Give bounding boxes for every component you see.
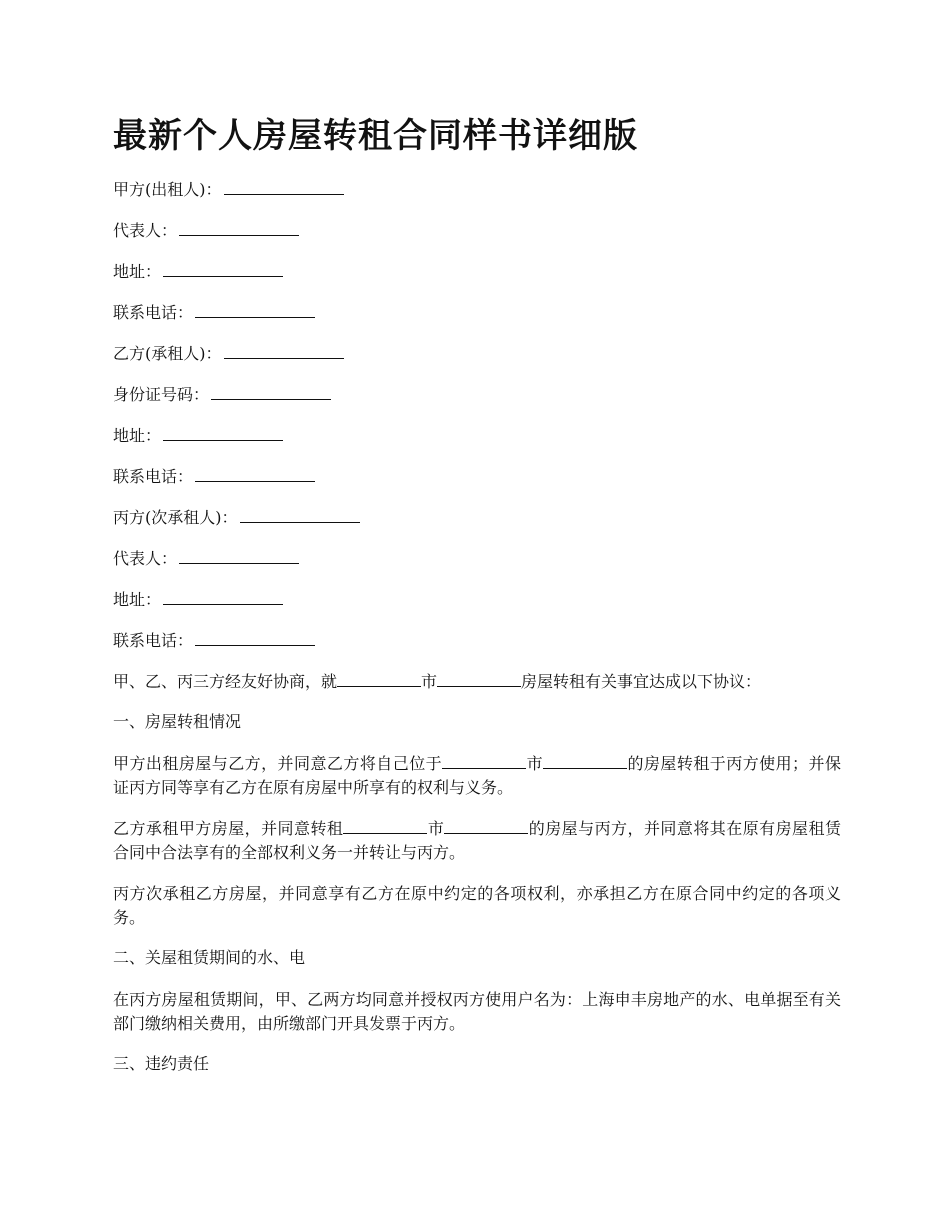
- party-b-name-field: [113, 342, 841, 364]
- fill-blank: [195, 465, 315, 482]
- field-label: 乙方(承租人)：: [113, 344, 222, 363]
- fill-blank: [163, 588, 283, 605]
- party-a-name-field: [113, 178, 841, 200]
- field-label: 地址：: [113, 590, 162, 609]
- fill-blank: [442, 752, 526, 769]
- field-label: 地址：: [113, 426, 162, 445]
- fill-blank: [224, 178, 344, 195]
- fill-blank: [211, 383, 331, 400]
- intro-text-2: 市: [421, 672, 438, 691]
- section-1-paragraph-3: 丙方次承租乙方房屋，并同意享有乙方在原中约定的各项权利，亦承担乙方在原合同中约定的各项义务。: [113, 884, 841, 927]
- paragraph-text-3: 的房屋与丙方，并同意将其在原有房屋租赁合同中合法享有的全部权利义务一并转让与丙方。: [113, 819, 841, 862]
- section-1-heading: 一、房屋转租情况: [113, 712, 242, 731]
- field-label: 丙方(次承租人)：: [113, 508, 238, 527]
- fill-blank: [240, 506, 360, 523]
- fill-blank: [543, 752, 627, 769]
- intro-text-3: 房屋转租有关事宜达成以下协议：: [521, 672, 762, 691]
- fill-blank: [163, 424, 283, 441]
- paragraph-text-2: 市: [427, 819, 445, 838]
- fill-blank: [444, 817, 528, 834]
- paragraph-text-2: 市: [526, 754, 544, 773]
- party-c-name-field: [113, 506, 841, 528]
- party-c-address-field: [113, 588, 841, 610]
- field-label: 联系电话：: [113, 303, 194, 322]
- paragraph-text-1: 甲方出租房屋与乙方，并同意乙方将自己位于: [113, 754, 443, 773]
- paragraph-text-3: 的房屋转租于丙方使用；并保证丙方同等享有乙方在原有房屋中所享有的权利与义务。: [113, 754, 841, 797]
- section-1-paragraph-2: [113, 817, 841, 865]
- party-c-representative-field: [113, 547, 841, 569]
- party-b-id-field: [113, 383, 841, 405]
- document-title: 最新个人房屋转租合同样书详细版: [113, 116, 638, 156]
- document-page: [113, 112, 841, 1094]
- party-c-phone-field: [113, 629, 841, 651]
- fill-blank: [337, 670, 421, 687]
- fill-blank: [343, 817, 427, 834]
- field-label: 联系电话：: [113, 631, 194, 650]
- field-label: 甲方(出租人)：: [113, 180, 222, 199]
- paragraph-text-1: 乙方承租甲方房屋，并同意转租: [113, 819, 344, 838]
- field-label: 联系电话：: [113, 467, 194, 486]
- fill-blank: [195, 629, 315, 646]
- field-label: 地址：: [113, 262, 162, 281]
- party-b-phone-field: [113, 465, 841, 487]
- party-a-representative-field: [113, 219, 841, 241]
- field-label: 身份证号码：: [113, 385, 210, 404]
- fill-blank: [179, 219, 299, 236]
- intro-text-1: 甲、乙、丙三方经友好协商，就: [113, 672, 338, 691]
- section-2-heading: 二、关屋租赁期间的水、电: [113, 948, 306, 967]
- section-1-paragraph-1: [113, 752, 841, 800]
- fill-blank: [179, 547, 299, 564]
- party-fields: [113, 178, 841, 651]
- party-a-address-field: [113, 260, 841, 282]
- fill-blank: [195, 301, 315, 318]
- party-b-address-field: [113, 424, 841, 446]
- fill-blank: [224, 342, 344, 359]
- intro-paragraph: [113, 670, 841, 694]
- fill-blank: [437, 670, 521, 687]
- party-a-phone-field: [113, 301, 841, 323]
- section-2-paragraph-1: 在丙方房屋租赁期间，甲、乙两方均同意并授权丙方使用户名为：上海申丰房地产的水、电单据至有关部门缴纳相关费用，由所缴部门开具发票于丙方。: [113, 990, 841, 1033]
- field-label: 代表人：: [113, 221, 178, 240]
- section-3-heading: 三、违约责任: [113, 1054, 210, 1073]
- fill-blank: [163, 260, 283, 277]
- field-label: 代表人：: [113, 549, 178, 568]
